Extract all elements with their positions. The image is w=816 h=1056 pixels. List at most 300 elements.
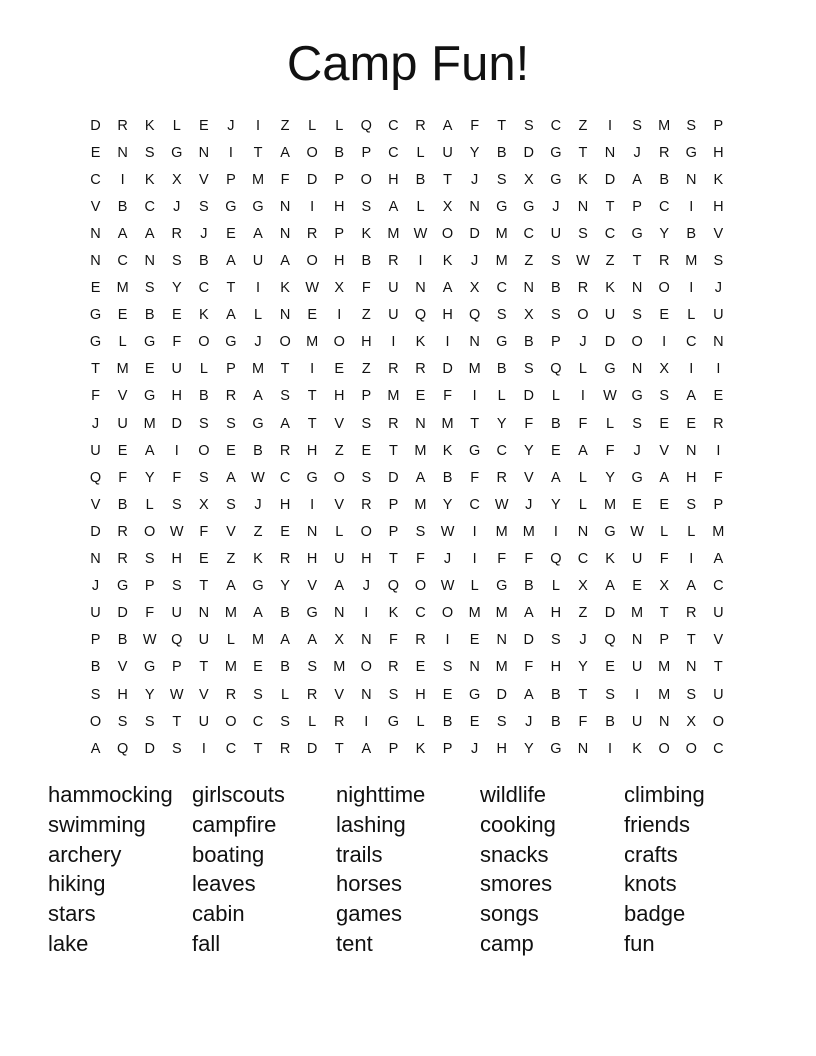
grid-letter: E [117,307,128,324]
grid-letter: B [90,659,101,676]
grid-letter: N [469,198,480,215]
grid-letter: X [578,578,588,595]
grid-row [82,573,732,600]
grid-letter: Y [523,740,534,757]
grid-letter: H [306,551,318,568]
grid-letter: Z [605,253,615,270]
grid-letter: L [308,713,317,730]
grid-letter: C [198,280,210,297]
grid-letter: H [686,469,697,486]
grid-letter: U [90,605,101,622]
grid-letter: D [604,171,616,188]
grid-letter: G [496,578,508,595]
grid-letter: E [199,551,209,568]
grid-row [82,464,732,491]
grid-letter: S [144,551,155,568]
grid-letter: H [334,253,345,270]
grid-letter: R [388,659,399,676]
grid-letter: S [199,415,209,432]
grid-letter: C [658,198,670,215]
grid-letter: Y [442,496,453,513]
grid-letter: M [468,605,481,622]
grid-letter: H [550,605,562,622]
grid-letter: M [224,605,237,622]
grid-letter: T [388,551,398,568]
grid-row [82,193,732,220]
grid-letter: J [552,198,560,215]
grid-row [82,329,732,356]
grid-letter: S [686,686,697,703]
grid-letter: V [117,659,128,676]
word-bank-item: crafts [624,841,678,867]
grid-letter: H [550,659,562,676]
grid-letter: M [658,686,671,703]
grid-letter: B [523,334,534,351]
grid-letter: G [171,144,183,161]
grid-letter: N [496,632,507,649]
grid-letter: X [171,171,182,188]
grid-letter: N [415,280,426,297]
grid-letter: S [117,713,128,730]
grid-letter: Y [144,469,155,486]
grid-letter: I [120,171,125,188]
grid-letter: A [523,686,534,703]
grid-letter: M [143,415,156,432]
grid-letter: G [225,198,237,215]
grid-letter: A [659,469,670,486]
grid-letter: O [658,740,670,757]
grid-letter: S [226,496,236,513]
grid-letter: A [551,469,561,486]
grid-letter: L [308,117,317,134]
word-bank-item: fall [192,930,221,956]
grid-letter: F [524,415,534,432]
grid-letter: P [388,740,399,757]
grid-letter: B [253,442,263,459]
grid-letter: R [306,686,318,703]
grid-letter: F [605,442,615,459]
grid-letter: I [201,740,206,757]
grid-letter: U [604,307,616,324]
grid-letter: M [251,361,265,378]
grid-letter: F [443,388,452,405]
grid-letter: U [388,280,399,297]
grid-letter: U [713,307,724,324]
grid-letter: S [496,307,507,324]
grid-letter: H [713,144,724,161]
grid-letter: J [471,253,479,270]
grid-letter: C [713,740,724,757]
grid-letter: A [713,551,724,568]
grid-letter: E [605,659,615,676]
grid-letter: B [442,469,453,486]
grid-letter: K [605,280,615,297]
grid-letter: V [659,442,670,459]
grid-letter: P [388,496,399,513]
grid-letter: H [442,307,453,324]
grid-letter: O [333,334,345,351]
grid-letter: G [523,198,535,215]
word-bank-item: lake [48,930,89,956]
grid-letter: F [118,469,128,486]
grid-row [82,437,732,464]
grid-letter: J [525,496,533,513]
grid-letter: P [388,523,399,540]
grid-letter: A [632,171,642,188]
word-bank-item: lashing [336,811,406,837]
grid-letter: N [523,280,535,297]
grid-letter: U [171,361,183,378]
grid-letter: T [659,605,669,622]
grid-letter: J [579,334,587,351]
grid-letter: X [469,280,480,297]
grid-letter: B [686,225,697,242]
grid-letter: I [255,117,261,134]
grid-letter: M [495,253,508,270]
grid-letter: L [416,144,425,161]
grid-letter: G [116,578,129,595]
grid-letter: E [171,307,182,324]
word-bank-item: snacks [480,841,549,867]
grid-letter: M [685,253,698,270]
grid-letter: C [144,198,155,215]
grid-letter: I [689,361,694,378]
grid-letter: Z [578,117,588,134]
grid-letter: S [199,198,209,215]
grid-letter: S [551,307,561,324]
grid-letter: N [90,253,101,270]
grid-letter: X [686,713,697,730]
grid-letter: B [496,144,507,161]
grid-letter: S [551,632,561,649]
word-bank-item: badge [624,901,686,927]
grid-letter: H [279,496,291,513]
grid-letter: I [608,117,613,134]
grid-letter: O [198,334,210,351]
grid-letter: F [470,469,480,486]
grid-letter: W [413,225,428,242]
grid-letter: K [199,307,209,324]
grid-letter: B [361,253,372,270]
grid-letter: N [469,334,480,351]
grid-letter: R [577,280,589,297]
grid-letter: F [199,523,209,540]
word-bank-item: hiking [48,871,106,897]
grid-letter: W [169,523,184,540]
grid-letter: M [631,605,644,622]
grid-letter: Y [469,144,480,161]
grid-letter: T [686,632,696,649]
grid-letter: N [631,632,643,649]
grid-letter: O [360,659,372,676]
grid-letter: F [470,117,480,134]
grid-letter: M [468,361,481,378]
grid-letter: L [660,523,669,540]
grid-letter: O [306,253,318,270]
word-bank-item: cabin [192,901,245,927]
grid-letter: A [605,578,615,595]
grid-letter: R [279,442,291,459]
grid-row [82,491,732,518]
grid-letter: S [496,713,507,730]
grid-letter: I [472,523,477,540]
word-list [48,780,768,959]
grid-letter: C [469,496,480,513]
grid-letter: Z [253,523,263,540]
grid-letter: S [307,659,317,676]
grid-letter: L [551,388,560,405]
grid-letter: I [716,361,721,378]
grid-letter: Q [604,632,616,649]
grid-letter: M [251,632,265,649]
grid-letter: V [199,171,209,188]
grid-letter: Y [523,442,534,459]
grid-letter: S [388,686,399,703]
grid-letter: B [280,659,290,676]
grid-letter: S [523,117,534,134]
grid-letter: Y [144,686,155,703]
grid-letter: L [687,307,696,324]
grid-letter: D [523,388,535,405]
grid-letter: K [144,171,155,188]
grid-letter: Q [89,469,102,486]
grid-letter: M [333,659,346,676]
grid-letter: S [686,496,697,513]
word-bank-item: wildlife [480,782,547,807]
grid-letter: U [713,686,724,703]
grid-letter: R [117,523,128,540]
grid-letter: Y [171,280,182,297]
grid-letter: E [90,280,101,297]
grid-letter: M [224,659,237,676]
grid-letter: N [686,442,697,459]
grid-letter: Z [226,551,236,568]
grid-letter: B [117,198,128,215]
grid-letter: J [471,171,479,188]
grid-letter: F [713,469,723,486]
grid-letter: D [442,361,453,378]
grid-letter: E [361,442,372,459]
grid-letter: G [252,198,264,215]
grid-letter: A [226,253,236,270]
word-bank-item: archery [48,841,122,867]
grid-letter: C [686,334,697,351]
grid-letter: J [227,117,235,134]
grid-letter: T [307,415,317,432]
grid-letter: J [362,578,370,595]
grid-letter: O [198,442,210,459]
grid-letter: A [280,415,290,432]
grid-letter: P [551,334,561,351]
grid-letter: J [579,632,587,649]
grid-letter: I [418,253,423,270]
grid-letter: Q [387,578,400,595]
grid-letter: C [388,117,399,134]
grid-letter: Y [578,659,588,676]
grid-letter: G [144,659,156,676]
grid-letter: F [91,388,100,405]
grid-letter: Z [361,361,371,378]
grid-letter: V [334,496,345,513]
grid-letter: M [414,442,427,459]
grid-letter: X [523,171,534,188]
grid-letter: I [391,334,396,351]
grid-letter: I [364,605,369,622]
grid-letter: R [415,361,426,378]
grid-letter: E [632,496,642,513]
grid-letter: L [172,117,181,134]
grid-letter: U [631,659,643,676]
grid-letter: S [686,117,697,134]
grid-letter: D [117,605,128,622]
grid-letter: U [334,551,345,568]
grid-letter: A [117,225,128,242]
grid-letter: F [145,605,155,622]
grid-letter: M [522,523,535,540]
grid-letter: U [90,442,101,459]
grid-letter: P [226,171,236,188]
grid-letter: L [145,496,154,513]
word-bank-item: horses [336,871,403,897]
grid-letter: A [144,225,155,242]
grid-letter: J [633,442,641,459]
grid-letter: H [361,334,372,351]
word-bank-item: trails [336,841,383,867]
grid-letter: G [496,334,508,351]
grid-letter: N [361,632,372,649]
grid-letter: E [551,442,561,459]
grid-letter: P [713,117,724,134]
word-bank-item: songs [480,901,539,927]
grid-row [82,220,732,247]
grid-letter: Y [659,225,670,242]
grid-letter: G [89,307,102,324]
grid-letter: S [442,659,453,676]
grid-letter: L [335,523,344,540]
grid-letter: S [605,686,615,703]
grid-letter: B [334,144,345,161]
grid-letter: M [441,415,454,432]
grid-letter: W [305,280,319,297]
grid-letter: N [117,144,128,161]
word-bank-item: boating [192,841,265,867]
grid-letter: K [442,253,453,270]
grid-letter: I [635,686,640,703]
grid-letter: X [334,280,345,297]
grid-letter: S [280,713,290,730]
grid-letter: I [310,361,315,378]
grid-letter: B [144,307,155,324]
page-title: Camp Fun! [286,37,530,91]
grid-letter: K [632,740,642,757]
grid-letter: O [89,713,102,730]
word-bank-item: leaves [192,871,256,897]
grid-letter: M [251,171,265,188]
grid-row [82,627,732,654]
grid-letter: A [334,578,345,595]
grid-letter: N [279,225,291,242]
grid-letter: D [144,740,155,757]
grid-letter: E [334,361,345,378]
grid-letter: F [172,469,182,486]
word-bank-item: cooking [480,811,556,837]
grid-letter: B [551,686,561,703]
grid-letter: H [306,442,318,459]
grid-letter: H [334,388,345,405]
word-bank-item: smores [480,871,553,897]
grid-letter: A [226,578,236,595]
grid-letter: C [252,713,264,730]
grid-letter: T [226,280,236,297]
grid-letter: N [686,659,697,676]
grid-letter: I [472,551,477,568]
grid-letter: T [334,740,344,757]
grid-letter: S [361,469,372,486]
grid-letter: X [334,632,345,649]
grid-letter: G [604,523,616,540]
grid-letter: S [551,253,561,270]
grid-row [82,654,732,681]
grid-letter: R [388,415,399,432]
grid-letter: C [604,225,616,242]
grid-letter: I [445,632,450,649]
grid-letter: M [387,225,400,242]
grid-letter: L [470,578,479,595]
word-bank-item: stars [48,901,96,927]
grid-letter: Y [280,578,290,595]
grid-row [82,247,732,274]
grid-letter: M [603,496,617,513]
grid-letter: P [90,632,101,649]
grid-letter: A [415,469,426,486]
grid-letter: I [580,388,585,405]
grid-letter: U [442,144,453,161]
grid-letter: B [442,713,453,730]
grid-letter: S [226,415,236,432]
grid-letter: L [578,496,587,513]
grid-letter: J [173,198,181,215]
grid-letter: O [441,605,454,622]
grid-letter: O [631,334,643,351]
grid-letter: V [90,496,101,513]
grid-row [82,681,732,708]
word-bank-item: swimming [48,811,146,837]
grid-letter: M [495,605,508,622]
grid-row [82,383,732,410]
word-bank-item: girlscouts [192,782,285,807]
grid-letter: O [360,171,372,188]
grid-letter: R [658,144,670,161]
grid-letter: E [469,632,480,649]
grid-letter: U [198,632,210,649]
grid-letter: N [361,686,372,703]
grid-letter: I [337,307,342,324]
grid-letter: W [142,632,157,649]
grid-letter: D [523,632,535,649]
grid-letter: J [525,713,533,730]
grid-letter: W [440,578,455,595]
grid-letter: K [578,171,588,188]
grid-letter: S [171,253,182,270]
grid-letter: V [307,578,317,595]
grid-letter: C [225,740,237,757]
grid-letter: A [442,280,453,297]
grid-letter: Q [360,117,372,134]
grid-letter: K [253,551,263,568]
grid-letter: R [713,415,724,432]
grid-letter: C [550,117,562,134]
grid-letter: S [523,361,534,378]
